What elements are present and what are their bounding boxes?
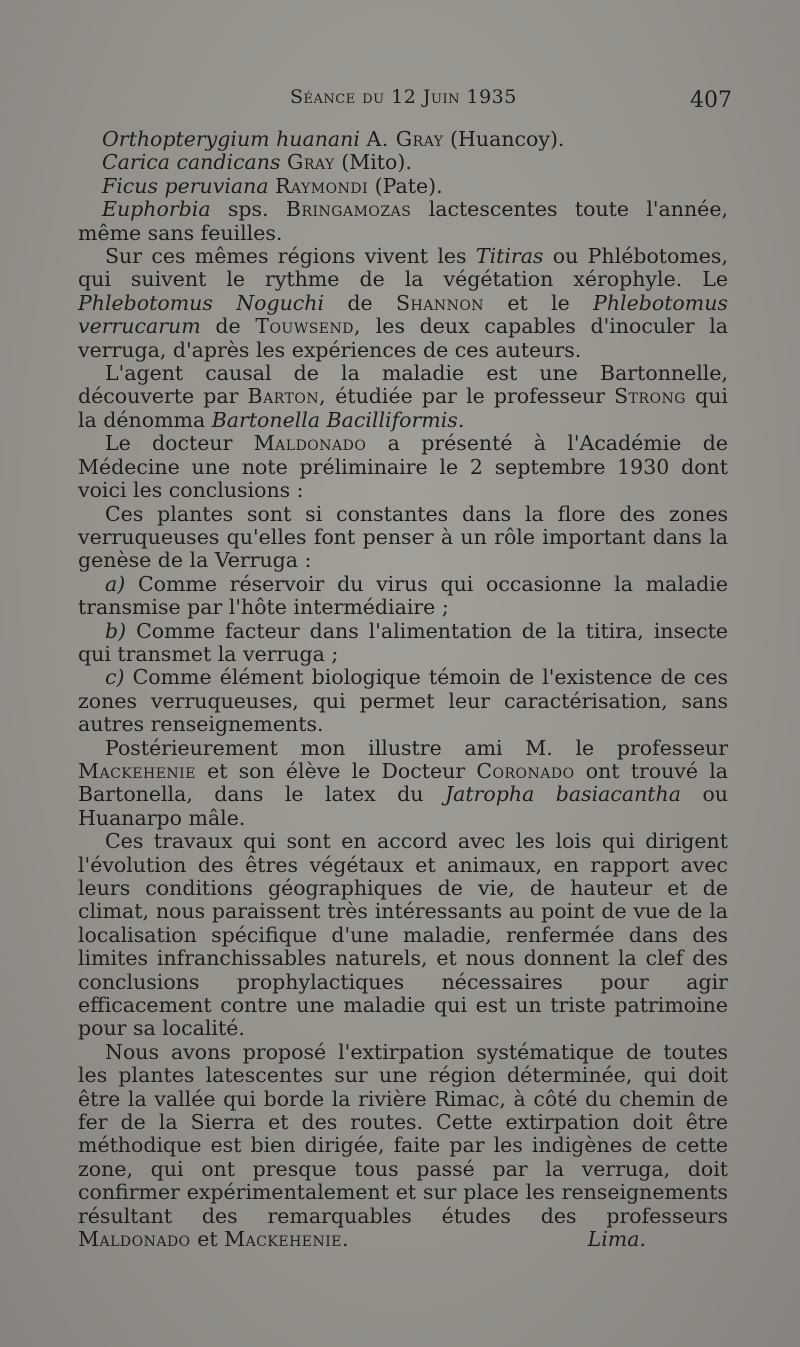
paragraph-plants: Ces plantes sont si constantes dans la flore des zones verruqueuses qu'elles font penser à un rôle important dans la genèse de la Verruga : — [78, 501, 728, 573]
paragraph-travaux: Ces travaux qui sont en accord avec les lois qui dirigent l'évolution des êtres végétaux et animaux, en rapport avec leurs conditions géographiques de vie, de hauteur et de climat, nous paraissent très intéressants au point de vue de la localisation spécifique d'une maladie, renfermée dans des limites infranchissables naturels, et nous donnent la clef des conclusions prophylactiques nécessaires pour agir efficacement contre une maladie qui est un triste patrimoine pour sa localité. — [78, 829, 728, 1041]
paragraph-agent: L'agent causal de la maladie est une Bartonnelle, découverte par Barton, étudiée par le professeur Strong qui la dénomma Bartonella Bacilliformis. — [78, 361, 728, 432]
signature-place: Lima. — [587, 1227, 646, 1252]
plant-entry: Carica candicans Gray (Mito). — [102, 150, 412, 175]
page-header — [0, 86, 800, 116]
body-text — [78, 128, 728, 1252]
running-head: Séance du 12 Juin 1935 — [290, 86, 517, 108]
paragraph-final: Nous avons proposé l'extirpation systématique de toutes les plantes latescentes sur une région déterminée, qui doit être la vallée qui borde la rivière Rimac, à côté du chemin de fer de la Sierra et des routes. Cette extirpation doit être méthodique est bien dirigée, faite par les indigènes de cette zone, qui ont presque tous passé par la verruga, doit confirmer expérimentalement et sur place les renseignements résultant des remarquables études des professeurs Maldonado et Mackehenie. Lima. — [78, 1039, 728, 1252]
list-item-b: b) Comme facteur dans l'alimentation de la titira, insecte qui transmet la verruga ; — [78, 618, 728, 666]
plant-entry: Orthopterygium huanani A. Gray (Huancoy). — [102, 127, 565, 151]
list-item-c: c) Comme élément biologique témoin de l'existence de ces zones verruqueuses, qui permet leur caractérisation, sans autres renseignements. — [78, 665, 728, 737]
paragraph-posterieurement: Postérieurement mon illustre ami M. le professeur Mackehenie et son élève le Docteur Coronado ont trouvé la Bartonella, dans le latex du Jatropha basiacantha ou Huanarpo mâle. — [78, 735, 728, 830]
paragraph-regions: Sur ces mêmes régions vivent les Titiras ou Phlébotomes, qui suivent le rythme de la végétation xérophyle. Le Phlebotomus Noguchi de Shannon et le Phlebotomus verrucarum de Touwsend, les deux capables d'inoculer la verruga, d'après les expériences de ces auteurs. — [78, 244, 728, 362]
plant-entry: Ficus peruviana Raymondi (Pate). — [102, 173, 443, 198]
page-number: 407 — [690, 88, 732, 113]
paragraph-maldonado: Le docteur Maldonado a présenté à l'Académie de Médecine une note préliminaire le 2 septembre 1930 dont voici les conclusions : — [78, 431, 728, 503]
euphorbia-entry: Euphorbia sps. Bringamozas lactescentes toute l'année, même sans feuilles. — [78, 197, 728, 245]
list-item-a: a) Comme réservoir du virus qui occasionne la maladie transmise par l'hôte intermédiaire ; — [78, 571, 728, 620]
